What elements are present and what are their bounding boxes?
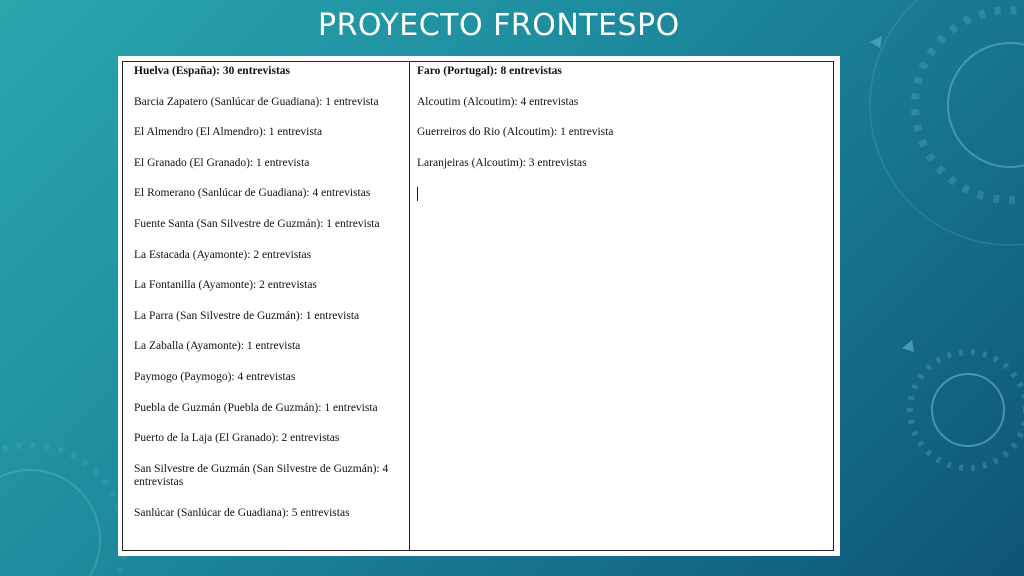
list-item: El Granado (El Granado): 1 entrevista xyxy=(134,156,310,169)
list-item: La Estacada (Ayamonte): 2 entrevistas xyxy=(134,248,312,261)
portugal-column xyxy=(410,62,833,550)
list-item: Guerreiros do Rio (Alcoutim): 1 entrevista xyxy=(417,126,614,139)
list-item: San Silvestre de Guzmán (San Silvestre de Guzmán): 4 entrevistas xyxy=(134,462,389,488)
spain-column xyxy=(123,62,410,550)
list-item: La Parra (San Silvestre de Guzmán): 1 entrevista xyxy=(134,309,360,322)
list-item: Barcia Zapatero (Sanlúcar de Guadiana): 1 entrevista xyxy=(134,95,379,108)
list-item: Alcoutim (Alcoutim): 4 entrevistas xyxy=(417,95,579,108)
document-table-image xyxy=(118,56,840,556)
text-cursor xyxy=(417,187,418,201)
list-item: Laranjeiras (Alcoutim): 3 entrevistas xyxy=(417,156,587,169)
list-item: Sanlúcar (Sanlúcar de Guadiana): 5 entrevistas xyxy=(134,506,350,519)
list-item: Paymogo (Paymogo): 4 entrevistas xyxy=(134,370,296,383)
portugal-header: Faro (Portugal): 8 entrevistas xyxy=(417,65,562,77)
slide-title: PROYECTO FRONTESPO xyxy=(318,8,680,43)
list-item: Fuente Santa (San Silvestre de Guzmán): 1 entrevista xyxy=(134,217,380,230)
list-item: El Romerano (Sanlúcar de Guadiana): 4 entrevistas xyxy=(134,187,371,200)
list-item: La Zaballa (Ayamonte): 1 entrevista xyxy=(134,340,301,353)
list-item: La Fontanilla (Ayamonte): 2 entrevistas xyxy=(134,279,317,292)
list-item: Puerto de la Laja (El Granado): 2 entrevistas xyxy=(134,432,340,445)
spain-header: Huelva (España): 30 entrevistas xyxy=(134,65,290,77)
list-item: Puebla de Guzmán (Puebla de Guzmán): 1 entrevista xyxy=(134,401,378,414)
interviews-table xyxy=(122,61,834,551)
list-item: El Almendro (El Almendro): 1 entrevista xyxy=(134,126,323,139)
